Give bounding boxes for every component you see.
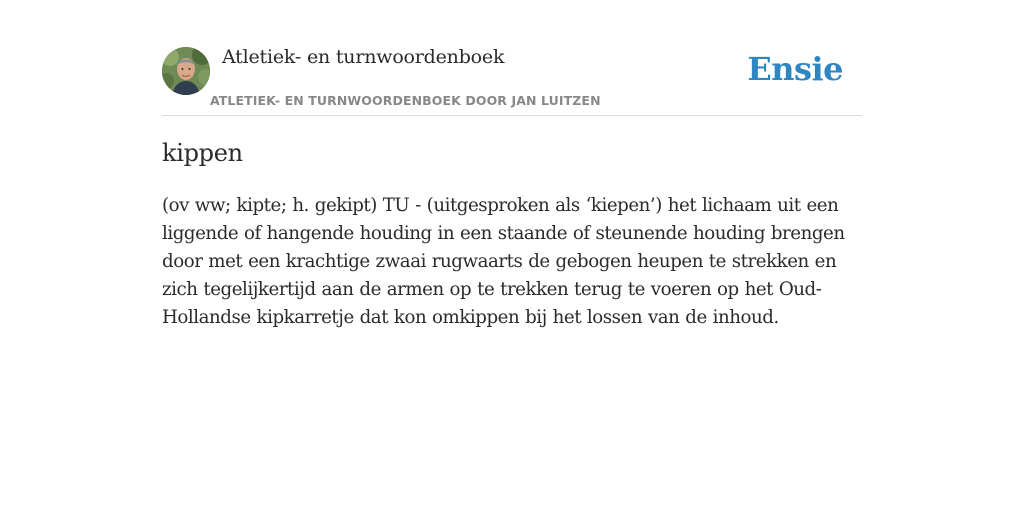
ensie-logo-link[interactable]: Ensie	[747, 50, 843, 88]
dictionary-header	[162, 0, 862, 116]
author-avatar[interactable]	[162, 47, 210, 95]
entry-definition: (ov ww; kipte; h. gekipt) TU - (uitgesproken als ‘kiepen’) het lichaam uit een liggende of hangende houding in een staande of steunende houding brengen door met een krachtige zwaai rugwaarts de gebogen heupen te strekken en zich tegelijkertijd aan de armen op te trekken terug te voeren op het Oud-Hollandse kipkarretje dat kon omkippen bij het lossen van de inhoud.	[162, 195, 845, 328]
book-subtitle[interactable]: ATLETIEK- EN TURNWOORDENBOEK DOOR JAN LUITZEN	[210, 93, 601, 108]
page-container	[162, 0, 862, 328]
entry-headword: kippen	[162, 139, 243, 167]
author-photo-icon	[162, 47, 210, 95]
book-title[interactable]: Atletiek- en turnwoordenboek	[222, 46, 505, 68]
